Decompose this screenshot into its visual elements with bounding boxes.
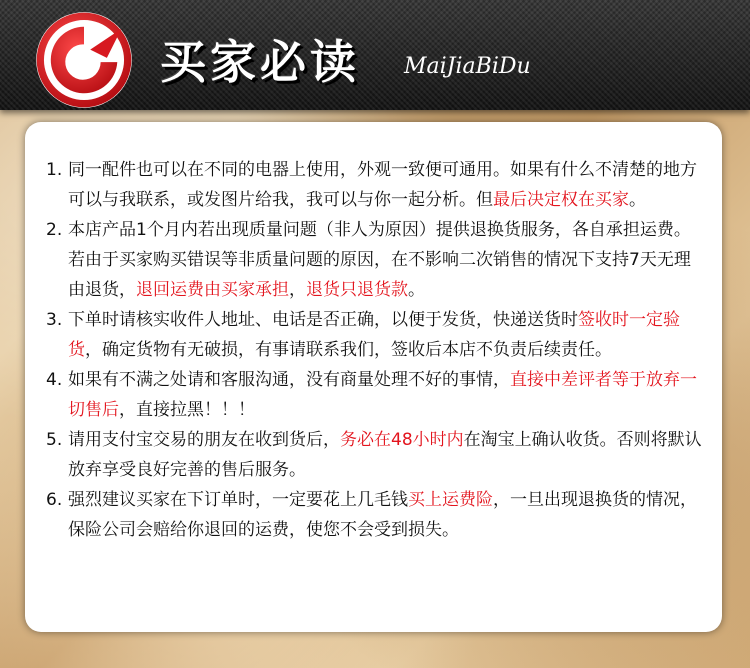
item-text-part: 请用支付宝交易的朋友在收到货后， bbox=[68, 430, 340, 450]
highlight-text: 最后决定权在买家 bbox=[493, 190, 629, 210]
list-item bbox=[46, 215, 706, 305]
list-item bbox=[46, 305, 706, 365]
item-number: 2. bbox=[46, 220, 63, 240]
list-item bbox=[46, 155, 706, 215]
item-text bbox=[68, 215, 706, 305]
highlight-text: 退回运费由买家承担 bbox=[136, 280, 289, 300]
list-item bbox=[46, 485, 706, 545]
item-text-part: 。 bbox=[408, 280, 425, 300]
item-text-part: 强烈建议买家在下订单时，一定要花上几毛钱 bbox=[68, 490, 408, 510]
item-text-part: 。 bbox=[629, 190, 646, 210]
item-text bbox=[68, 155, 706, 215]
highlight-text: 直接中差评者等于放弃一切售后 bbox=[68, 370, 697, 420]
item-text-part: 本店产品1个月内若出现质量问题（非人为原因）提供退换货服务，各自承担运费。若由于买家购买错误等非质量问题的原因，在不影响二次销售的情况下支持7天无理由退货， bbox=[68, 220, 691, 300]
item-text-part: 下单时请核实收件人地址、电话是否正确，以便于发货，快递送货时 bbox=[68, 310, 578, 330]
highlight-text: 退货只退货款 bbox=[306, 280, 408, 300]
item-text-part: 如果有不满之处请和客服沟通，没有商量处理不好的事情， bbox=[68, 370, 510, 390]
item-text-part: ，一旦出现退换货的情况，保险公司会赔给你退回的运费，使您不会受到损失。 bbox=[68, 490, 697, 540]
item-text bbox=[68, 425, 706, 485]
item-number: 6. bbox=[46, 490, 63, 510]
list-item bbox=[46, 425, 706, 485]
highlight-text: 签收时一定验货 bbox=[68, 310, 680, 360]
item-text-part: 在淘宝上确认收货。否则将默认放弃享受良好完善的售后服务。 bbox=[68, 430, 702, 480]
list-item bbox=[46, 365, 706, 425]
item-text bbox=[68, 305, 706, 365]
page-title: 买家必读 bbox=[160, 35, 360, 89]
item-number: 5. bbox=[46, 430, 63, 450]
red-swirl-logo-icon bbox=[32, 8, 136, 112]
item-text bbox=[68, 365, 706, 425]
highlight-text: 务必在48小时内 bbox=[340, 430, 464, 450]
item-text bbox=[68, 485, 706, 545]
item-number: 3. bbox=[46, 310, 63, 330]
item-text-part: ，确定货物有无破损，有事请联系我们，签收后本店不负责后续责任。 bbox=[85, 340, 612, 360]
notice-list bbox=[46, 155, 706, 545]
item-text-part: 同一配件也可以在不同的电器上使用，外观一致便可通用。如果有什么不清楚的地方可以与我联系，或发图片给我，我可以与你一起分析。但 bbox=[68, 160, 697, 210]
highlight-text: 买上运费险 bbox=[408, 490, 493, 510]
item-text-part: ，直接拉黑！！！ bbox=[119, 400, 255, 420]
item-text-part: ， bbox=[289, 280, 306, 300]
item-number: 4. bbox=[46, 370, 63, 390]
header-bar bbox=[0, 0, 750, 110]
item-number: 1. bbox=[46, 160, 63, 180]
page-subtitle: MaiJiaBiDu bbox=[404, 54, 531, 79]
